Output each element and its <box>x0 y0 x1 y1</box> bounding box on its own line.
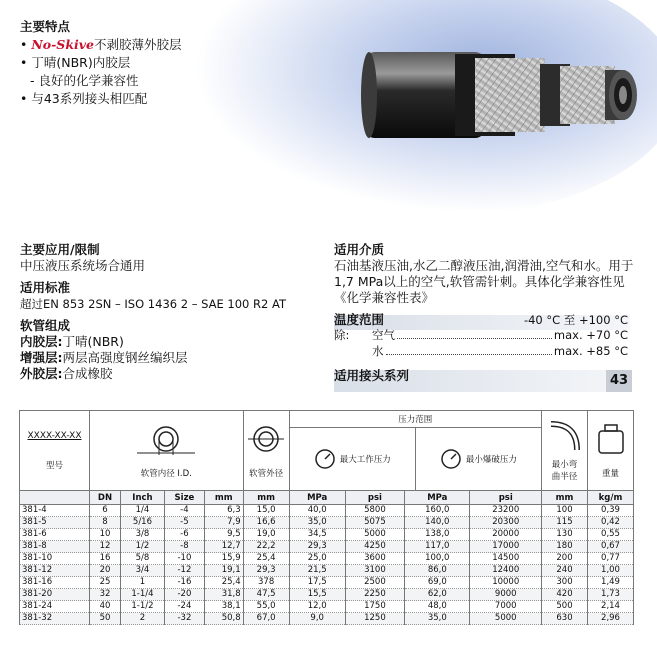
table-cell: 3100 <box>345 565 404 577</box>
table-cell: 7000 <box>470 601 542 613</box>
table-row <box>20 541 634 553</box>
table-cell: 5000 <box>470 613 542 625</box>
table-cell: 630 <box>542 613 588 625</box>
table-cell: 19,1 <box>204 565 243 577</box>
table-cell: 15,9 <box>204 553 243 565</box>
table-cell: 6 <box>90 505 121 517</box>
table-cell: 100,0 <box>405 553 470 565</box>
table-cell: 160,0 <box>405 505 470 517</box>
table-cell: 25,4 <box>204 577 243 589</box>
table-cell: 3600 <box>345 553 404 565</box>
weight-icon <box>596 423 626 457</box>
table-cell: 67,0 <box>243 613 289 625</box>
gauge-icon <box>314 448 336 470</box>
table-cell: 17,5 <box>289 577 345 589</box>
table-cell: 20300 <box>470 517 542 529</box>
table-row <box>20 613 634 625</box>
table-cell: 1-1/2 <box>121 601 165 613</box>
table-cell: 1,00 <box>588 565 634 577</box>
table-cell: 200 <box>542 553 588 565</box>
table-row <box>20 577 634 589</box>
table-cell: 1 <box>121 577 165 589</box>
table-cell: 20000 <box>470 529 542 541</box>
table-cell: 5/8 <box>121 553 165 565</box>
table-cell: 21,5 <box>289 565 345 577</box>
table-cell: -10 <box>164 553 204 565</box>
table-cell: -12 <box>164 565 204 577</box>
table-cell: 12,0 <box>289 601 345 613</box>
units-row: DN Inch Size mm mm MPa psi MPa psi mm kg/m <box>20 491 634 505</box>
table-cell: 15,5 <box>289 589 345 601</box>
temperature-water: 水 max. +85 °C <box>372 344 628 358</box>
table-cell: 381-4 <box>20 505 90 517</box>
construction-tube: 内胶层:丁晴(NBR) <box>20 334 124 349</box>
table-cell: 16,6 <box>243 517 289 529</box>
table-cell: 5/16 <box>121 517 165 529</box>
table-cell: 420 <box>542 589 588 601</box>
table-row <box>20 565 634 577</box>
standard-title: 适用标准 <box>20 280 71 295</box>
features-section <box>20 18 181 108</box>
table-cell: 0,39 <box>588 505 634 517</box>
temperature-range: -40 °C 至 +100 °C <box>523 313 628 327</box>
table-cell: 40 <box>90 601 121 613</box>
table-cell: 5800 <box>345 505 404 517</box>
table-cell: -4 <box>164 505 204 517</box>
table-cell: 29,3 <box>243 565 289 577</box>
table-cell: 1,73 <box>588 589 634 601</box>
table-cell: 1250 <box>345 613 404 625</box>
table-cell: -16 <box>164 577 204 589</box>
table-cell: 50,8 <box>204 613 243 625</box>
table-cell: 35,0 <box>405 613 470 625</box>
col-outer-diameter: 软管外径 <box>243 411 289 491</box>
table-cell: -32 <box>164 613 204 625</box>
feature-item: • 丁晴(NBR)内胶层 <box>20 55 131 70</box>
table-cell: 31,8 <box>204 589 243 601</box>
table-cell: 12 <box>90 541 121 553</box>
table-cell: 2250 <box>345 589 404 601</box>
table-cell: 23200 <box>470 505 542 517</box>
table-cell: 15,0 <box>243 505 289 517</box>
table-cell: 0,55 <box>588 529 634 541</box>
max-working-pressure-header: 最大工作压力 <box>290 428 416 490</box>
table-cell: 25 <box>90 577 121 589</box>
table-cell: 2,96 <box>588 613 634 625</box>
table-cell: 5075 <box>345 517 404 529</box>
table-row <box>20 553 634 565</box>
fittings-series-badge: 43 <box>606 370 632 392</box>
table-cell: 17000 <box>470 541 542 553</box>
table-cell: 86,0 <box>405 565 470 577</box>
application-text: 中压液压系统场合通用 <box>20 258 146 273</box>
table-cell: 4250 <box>345 541 404 553</box>
table-cell: 2,14 <box>588 601 634 613</box>
table-cell: 381-20 <box>20 589 90 601</box>
media-title: 适用介质 <box>334 242 385 257</box>
table-cell: 300 <box>542 577 588 589</box>
feature-item: • 与43系列接头相匹配 <box>20 91 148 106</box>
table-cell: 10 <box>90 529 121 541</box>
table-cell: 50 <box>90 613 121 625</box>
table-cell: 130 <box>542 529 588 541</box>
table-cell: 1750 <box>345 601 404 613</box>
table-cell: 381-5 <box>20 517 90 529</box>
table-cell: 0,42 <box>588 517 634 529</box>
table-row <box>20 505 634 517</box>
gauge-icon <box>440 448 462 470</box>
inner-diameter-icon <box>131 423 201 457</box>
table-cell: 19,0 <box>243 529 289 541</box>
table-cell: 35,0 <box>289 517 345 529</box>
table-cell: 16 <box>90 553 121 565</box>
table-cell: 1/4 <box>121 505 165 517</box>
temperature-header <box>334 312 634 327</box>
table-cell: 2 <box>121 613 165 625</box>
table-cell: 38,1 <box>204 601 243 613</box>
table-row <box>20 517 634 529</box>
standard-text: 超过EN 853 2SN – ISO 1436 2 – SAE 100 R2 AT <box>20 297 286 311</box>
col-weight: 重量 <box>588 411 634 491</box>
table-cell: 100 <box>542 505 588 517</box>
table-cell: 14500 <box>470 553 542 565</box>
table-cell: 381-6 <box>20 529 90 541</box>
table-cell: 12,7 <box>204 541 243 553</box>
table-row <box>20 529 634 541</box>
application-title: 主要应用/限制 <box>20 242 100 257</box>
table-cell: 8 <box>90 517 121 529</box>
media-text: 石油基液压油,水乙二醇液压油,润滑油,空气和水。用于1,7 MPa以上的空气,软管需针刺。具体化学兼容性见《化学兼容性表》 <box>334 258 634 305</box>
table-cell: 25,4 <box>243 553 289 565</box>
table-cell: 1-1/4 <box>121 589 165 601</box>
col-inner-diameter: 软管内径 I.D. <box>90 411 244 491</box>
table-cell: 7,9 <box>204 517 243 529</box>
table-cell: 5000 <box>345 529 404 541</box>
table-cell: 32 <box>90 589 121 601</box>
table-cell: 117,0 <box>405 541 470 553</box>
table-row <box>20 589 634 601</box>
table-cell: -20 <box>164 589 204 601</box>
col-model: XXXX-XX-XX 型号 <box>20 411 90 491</box>
hose-illustration <box>355 40 645 150</box>
min-burst-pressure-header: 最小爆破压力 <box>416 428 541 490</box>
table-cell: 0,77 <box>588 553 634 565</box>
left-column <box>20 242 330 382</box>
feature-subitem: - 良好的化学兼容性 <box>30 73 139 88</box>
table-cell: 3/8 <box>121 529 165 541</box>
temperature-title: 温度范围 <box>334 312 385 327</box>
table-cell: 22,2 <box>243 541 289 553</box>
table-cell: 378 <box>243 577 289 589</box>
feature-item: • No-Skive不剥胶薄外胶层 <box>20 37 182 52</box>
table-cell: 381-24 <box>20 601 90 613</box>
table-cell: -24 <box>164 601 204 613</box>
table-cell: 9,0 <box>289 613 345 625</box>
table-cell: 2500 <box>345 577 404 589</box>
table-cell: 240 <box>542 565 588 577</box>
col-bend-radius: 最小弯曲半径 <box>542 411 588 491</box>
table-cell: 47,5 <box>243 589 289 601</box>
table-cell: 55,0 <box>243 601 289 613</box>
temperature-air: 除: 空气 max. +70 °C <box>334 328 628 342</box>
table-cell: 40,0 <box>289 505 345 517</box>
table-cell: 29,3 <box>289 541 345 553</box>
table-cell: 115 <box>542 517 588 529</box>
table-cell: 180 <box>542 541 588 553</box>
table-cell: 3/4 <box>121 565 165 577</box>
spec-table-body <box>20 505 634 625</box>
construction-reinforcement: 增强层:两层高强度钢丝编织层 <box>20 350 188 365</box>
table-cell: 381-16 <box>20 577 90 589</box>
table-cell: 381-12 <box>20 565 90 577</box>
table-cell: 381-10 <box>20 553 90 565</box>
col-pressure: 压力范围 最大工作压力 最小爆破压力 <box>289 411 541 491</box>
fittings-title: 适用接头系列 <box>334 368 410 383</box>
no-skive-brand: No-Skive <box>31 37 94 52</box>
table-cell: 381-8 <box>20 541 90 553</box>
table-cell: 62,0 <box>405 589 470 601</box>
table-cell: 138,0 <box>405 529 470 541</box>
table-cell: 48,0 <box>405 601 470 613</box>
table-cell: 1/2 <box>121 541 165 553</box>
table-cell: 10000 <box>470 577 542 589</box>
construction-title: 软管组成 <box>20 318 71 333</box>
table-cell: -8 <box>164 541 204 553</box>
table-cell: 0,67 <box>588 541 634 553</box>
bend-radius-icon <box>547 420 583 454</box>
right-column <box>334 242 634 384</box>
table-cell: 34,5 <box>289 529 345 541</box>
table-cell: 140,0 <box>405 517 470 529</box>
table-cell: 25,0 <box>289 553 345 565</box>
table-cell: 381-32 <box>20 613 90 625</box>
table-cell: 9,5 <box>204 529 243 541</box>
table-cell: 500 <box>542 601 588 613</box>
table-cell: 6,3 <box>204 505 243 517</box>
table-cell: -6 <box>164 529 204 541</box>
table-cell: 12400 <box>470 565 542 577</box>
outer-diameter-icon <box>246 423 286 457</box>
features-title: 主要特点 <box>20 19 71 34</box>
spec-table <box>19 410 634 625</box>
table-row <box>20 601 634 613</box>
table-cell: 9000 <box>470 589 542 601</box>
table-cell: 69,0 <box>405 577 470 589</box>
table-cell: 1,49 <box>588 577 634 589</box>
table-cell: 20 <box>90 565 121 577</box>
construction-cover: 外胶层:合成橡胶 <box>20 366 113 381</box>
table-cell: -5 <box>164 517 204 529</box>
